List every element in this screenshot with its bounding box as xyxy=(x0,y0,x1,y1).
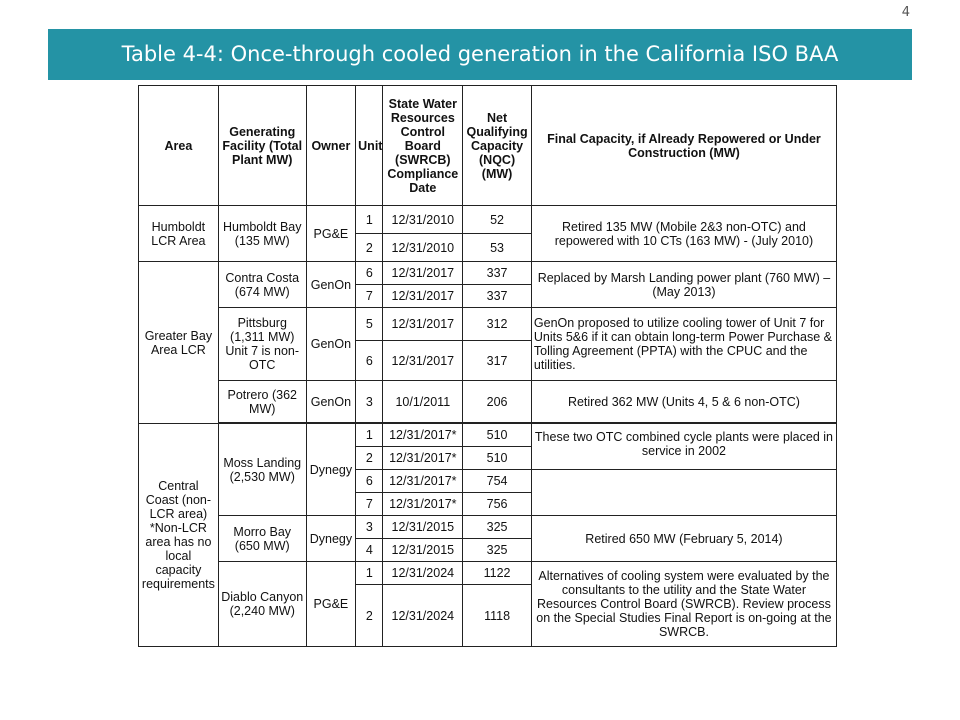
date-cell: 12/31/2010 xyxy=(383,234,463,262)
unit-cell: 2 xyxy=(356,585,383,647)
facility-cell: Pittsburg (1,311 MW) Unit 7 is non-OTC xyxy=(218,308,306,381)
date-cell: 12/31/2024 xyxy=(383,562,463,585)
unit-cell: 2 xyxy=(356,447,383,470)
unit-cell: 3 xyxy=(356,516,383,539)
header-owner: Owner xyxy=(306,86,355,206)
date-cell: 12/31/2017* xyxy=(383,470,463,493)
owner-cell: GenOn xyxy=(306,381,355,423)
unit-cell: 1 xyxy=(356,424,383,447)
area-cell: Greater Bay Area LCR xyxy=(139,262,219,424)
final-capacity-cell: Retired 650 MW (February 5, 2014) xyxy=(531,516,836,562)
final-capacity-cell: Retired 135 MW (Mobile 2&3 non-OTC) and repowered with 10 CTs (163 MW) - (July 2010) xyxy=(531,206,836,262)
header-compliance-date: State Water Resources Control Board (SWRCB) Compliance Date xyxy=(383,86,463,206)
nqc-cell: 312 xyxy=(463,308,532,341)
date-cell: 10/1/2011 xyxy=(383,381,463,423)
nqc-cell: 510 xyxy=(463,424,532,447)
header-nqc: Net Qualifying Capacity (NQC) (MW) xyxy=(463,86,532,206)
unit-cell: 7 xyxy=(356,493,383,516)
nqc-cell: 1118 xyxy=(463,585,532,647)
owner-cell: PG&E xyxy=(306,206,355,262)
unit-cell: 5 xyxy=(356,308,383,341)
nqc-cell: 1122 xyxy=(463,562,532,585)
nqc-cell: 756 xyxy=(463,493,532,516)
nqc-cell: 206 xyxy=(463,381,532,423)
date-cell: 12/31/2010 xyxy=(383,206,463,234)
area-cell: Central Coast (non-LCR area) *Non-LCR area has no local capacity requirements xyxy=(139,424,219,647)
table-row xyxy=(139,206,837,234)
owner-cell: GenOn xyxy=(306,262,355,308)
slide-title: Table 4-4: Once-through cooled generation in the California ISO BAA xyxy=(48,29,912,80)
unit-cell: 3 xyxy=(356,381,383,423)
unit-cell: 6 xyxy=(356,341,383,381)
nqc-cell: 325 xyxy=(463,539,532,562)
facility-cell: Humboldt Bay (135 MW) xyxy=(218,206,306,262)
owner-cell: Dynegy xyxy=(306,516,355,562)
final-capacity-cell xyxy=(531,470,836,516)
area-cell: Humboldt LCR Area xyxy=(139,206,219,262)
date-cell: 12/31/2017 xyxy=(383,341,463,381)
facility-cell: Moss Landing (2,530 MW) xyxy=(218,424,306,516)
header-unit: Unit xyxy=(356,86,383,206)
table-header-row xyxy=(139,86,837,206)
header-final-capacity: Final Capacity, if Already Repowered or Under Construction (MW) xyxy=(531,86,836,206)
facility-cell: Contra Costa (674 MW) xyxy=(218,262,306,308)
date-cell: 12/31/2017 xyxy=(383,285,463,308)
table-row xyxy=(139,516,837,539)
table-row xyxy=(139,424,837,447)
facility-cell: Morro Bay (650 MW) xyxy=(218,516,306,562)
table-row xyxy=(139,381,837,423)
header-facility: Generating Facility (Total Plant MW) xyxy=(218,86,306,206)
facility-cell: Diablo Canyon (2,240 MW) xyxy=(218,562,306,647)
unit-cell: 7 xyxy=(356,285,383,308)
owner-cell: GenOn xyxy=(306,308,355,381)
date-cell: 12/31/2017* xyxy=(383,424,463,447)
nqc-cell: 325 xyxy=(463,516,532,539)
unit-cell: 1 xyxy=(356,562,383,585)
nqc-cell: 337 xyxy=(463,285,532,308)
date-cell: 12/31/2017 xyxy=(383,262,463,285)
nqc-cell: 754 xyxy=(463,470,532,493)
nqc-cell: 317 xyxy=(463,341,532,381)
otc-generation-table xyxy=(138,85,837,647)
table-row xyxy=(139,262,837,285)
owner-cell: PG&E xyxy=(306,562,355,647)
otc-table-container xyxy=(138,85,837,647)
date-cell: 12/31/2015 xyxy=(383,539,463,562)
final-capacity-cell: Replaced by Marsh Landing power plant (760 MW) – (May 2013) xyxy=(531,262,836,308)
nqc-cell: 53 xyxy=(463,234,532,262)
nqc-cell: 337 xyxy=(463,262,532,285)
owner-cell: Dynegy xyxy=(306,424,355,516)
facility-cell: Potrero (362 MW) xyxy=(218,381,306,423)
date-cell: 12/31/2017* xyxy=(383,447,463,470)
final-capacity-cell: These two OTC combined cycle plants were placed in service in 2002 xyxy=(531,424,836,470)
nqc-cell: 52 xyxy=(463,206,532,234)
unit-cell: 1 xyxy=(356,206,383,234)
final-capacity-cell: Alternatives of cooling system were evaluated by the consultants to the utility and the State Water Resources Control Board (SWRCB). Review process on the Special Studies Final Report is on-going at the SWRCB. xyxy=(531,562,836,647)
unit-cell: 6 xyxy=(356,470,383,493)
date-cell: 12/31/2017 xyxy=(383,308,463,341)
final-capacity-cell: Retired 362 MW (Units 4, 5 & 6 non-OTC) xyxy=(531,381,836,423)
header-area: Area xyxy=(139,86,219,206)
table-row xyxy=(139,562,837,585)
page-number: 4 xyxy=(901,5,910,20)
unit-cell: 6 xyxy=(356,262,383,285)
date-cell: 12/31/2024 xyxy=(383,585,463,647)
table-row xyxy=(139,308,837,341)
date-cell: 12/31/2015 xyxy=(383,516,463,539)
nqc-cell: 510 xyxy=(463,447,532,470)
final-capacity-cell: GenOn proposed to utilize cooling tower of Unit 7 for Units 5&6 if it can obtain long-term Power Purchase & Tolling Agreement (PPTA) with the CPUC and the utilities. xyxy=(531,308,836,381)
unit-cell: 4 xyxy=(356,539,383,562)
unit-cell: 2 xyxy=(356,234,383,262)
date-cell: 12/31/2017* xyxy=(383,493,463,516)
